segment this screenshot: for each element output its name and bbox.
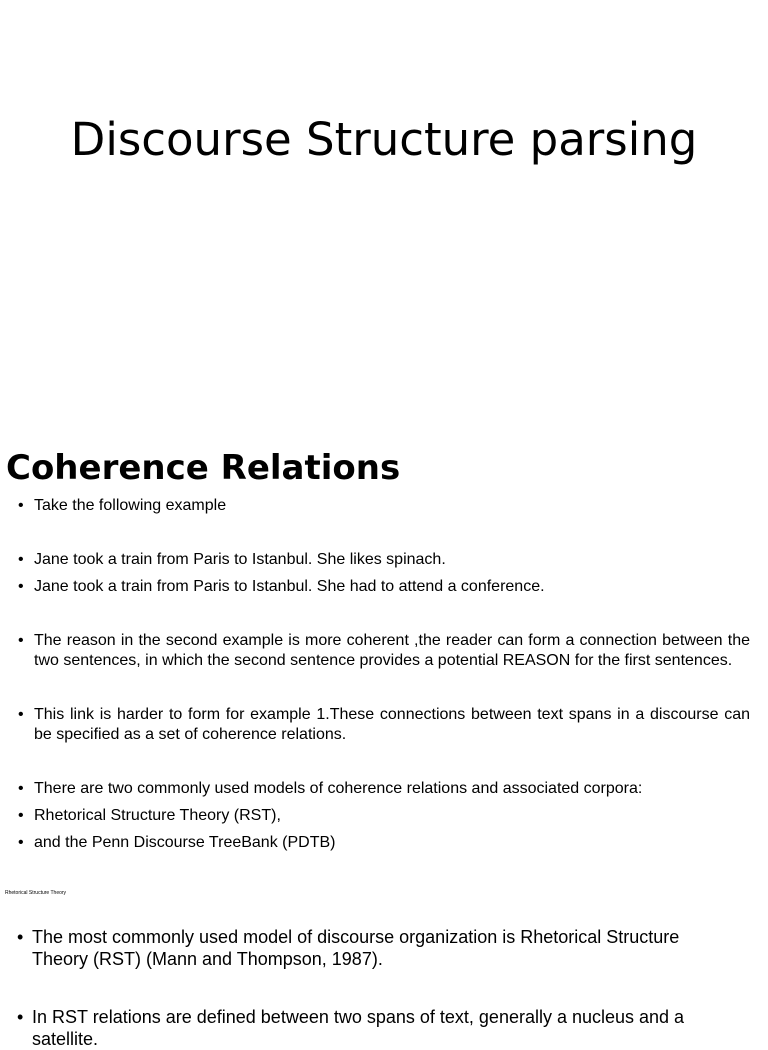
bullet-item: • Take the following example bbox=[0, 496, 768, 516]
bullet-item: • The reason in the second example is more coherent ,the reader can form a connection between the two sentences, in which the second sentence provides a potential REASON for the first sentences. bbox=[0, 631, 768, 671]
bullet-item: • This link is harder to form for example 1.These connections between text spans in a discourse can be specified as a set of coherence relations. bbox=[0, 705, 768, 745]
bullet-item: • Rhetorical Structure Theory (RST), bbox=[0, 806, 768, 826]
bullet-list bbox=[0, 496, 768, 853]
bullet-item: • The most commonly used model of discourse organization is Rhetorical Structure Theory (RST) (Mann and Thompson, 1987). bbox=[0, 926, 768, 970]
slide-rhetorical-structure-theory bbox=[0, 866, 768, 1049]
slide-heading: Coherence Relations bbox=[6, 448, 401, 488]
bullet-item: • In RST relations are defined between two spans of text, generally a nucleus and a satellite. bbox=[0, 1006, 768, 1050]
bullet-item: • There are two commonly used models of coherence relations and associated corpora: bbox=[0, 779, 768, 799]
slide-label: Rhetorical Structure Theory bbox=[5, 890, 67, 896]
bullet-item: • Jane took a train from Paris to Istanbul. She had to attend a conference. bbox=[0, 577, 768, 597]
bullet-item: • and the Penn Discourse TreeBank (PDTB) bbox=[0, 833, 768, 853]
bullet-list bbox=[0, 926, 768, 1050]
slide-coherence-relations bbox=[0, 430, 768, 866]
slide-title-heading: Discourse Structure parsing bbox=[70, 113, 698, 166]
bullet-item: • Jane took a train from Paris to Istanbul. She likes spinach. bbox=[0, 550, 768, 570]
slide-title bbox=[0, 0, 768, 430]
